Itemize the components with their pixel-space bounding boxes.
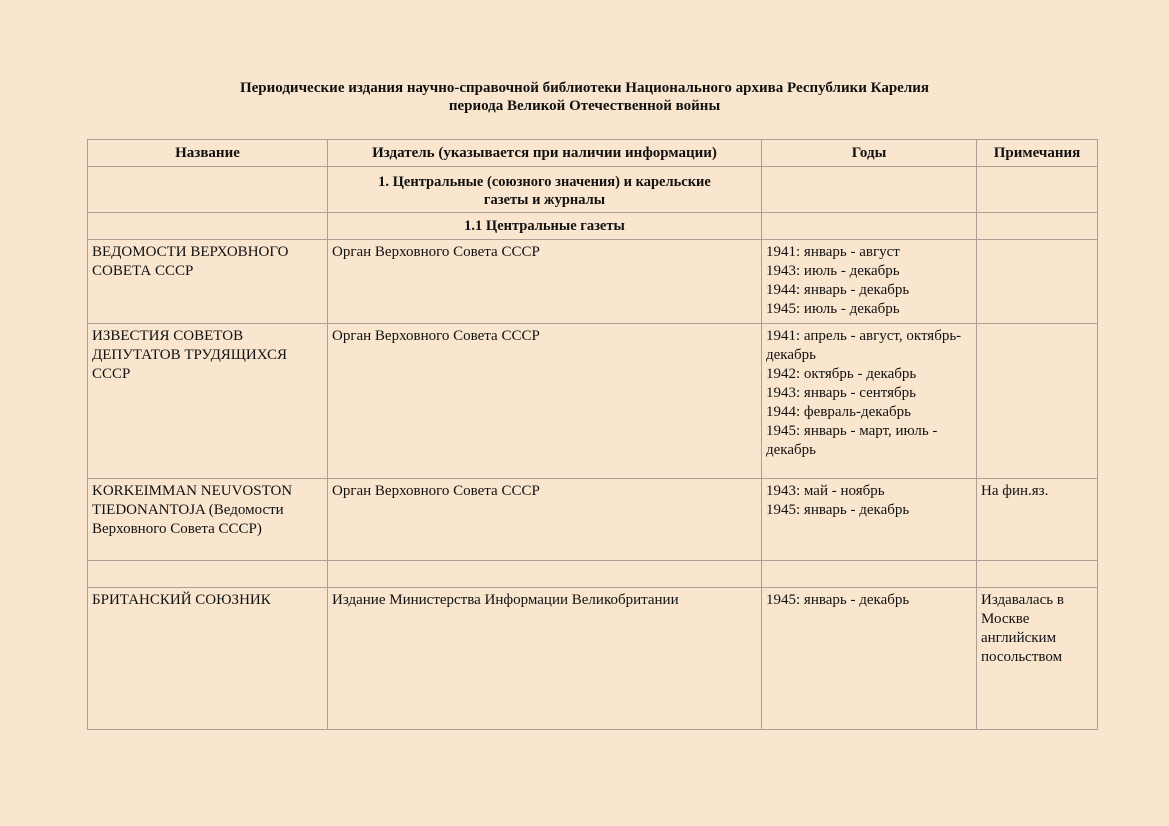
table-row bbox=[88, 479, 1098, 561]
years-line: 1943: май - ноябрь bbox=[766, 483, 885, 499]
years-line: 1941: январь - август bbox=[766, 244, 900, 260]
row-notes bbox=[977, 240, 1098, 324]
subsection-row bbox=[88, 213, 1098, 240]
table-row bbox=[88, 588, 1098, 730]
row-publisher: Издание Министерства Информации Великобритании bbox=[328, 588, 762, 730]
table-cell bbox=[977, 167, 1098, 213]
periodicals-table bbox=[87, 139, 1098, 730]
years-line: 1942: октябрь - декабрь bbox=[766, 366, 917, 382]
header-years: Годы bbox=[762, 140, 977, 167]
years-line: 1943: июль - декабрь bbox=[766, 263, 900, 279]
row-notes: Издавалась в Москве английским посольством bbox=[977, 588, 1098, 730]
title-line-1: Периодические издания научно-справочной библиотеки Национального архива Республики Карелия bbox=[239, 80, 930, 96]
table-cell bbox=[762, 167, 977, 213]
table-cell bbox=[762, 213, 977, 240]
row-publisher: Орган Верховного Совета СССР bbox=[328, 324, 762, 479]
years-line: 1944: январь - декабрь bbox=[766, 282, 910, 298]
years-line: 1945: январь - декабрь bbox=[766, 502, 910, 518]
document-title bbox=[0, 79, 1169, 115]
header-publisher: Издатель (указывается при наличии информации) bbox=[328, 140, 762, 167]
row-notes bbox=[977, 561, 1098, 588]
row-publisher bbox=[328, 561, 762, 588]
row-years bbox=[762, 240, 977, 324]
table-cell bbox=[88, 213, 328, 240]
row-name: ИЗВЕСТИЯ СОВЕТОВ ДЕПУТАТОВ ТРУДЯЩИХСЯ СССР bbox=[88, 324, 328, 479]
row-name: БРИТАНСКИЙ СОЮЗНИК bbox=[88, 588, 328, 730]
row-publisher: Орган Верховного Совета СССР bbox=[328, 479, 762, 561]
row-years bbox=[762, 479, 977, 561]
row-publisher: Орган Верховного Совета СССР bbox=[328, 240, 762, 324]
row-name: KORKEIMMAN NEUVOSTON TIEDONANTOJA (Ведомости Верховного Совета СССР) bbox=[88, 479, 328, 561]
table-row bbox=[88, 324, 1098, 479]
title-line-2: периода Великой Отечественной войны bbox=[448, 98, 721, 114]
row-years bbox=[762, 324, 977, 479]
subsection-heading: 1.1 Центральные газеты bbox=[328, 213, 762, 240]
row-name bbox=[88, 561, 328, 588]
header-name: Название bbox=[88, 140, 328, 167]
section-heading: 1. Центральные (союзного значения) и карельские газеты и журналы bbox=[328, 167, 762, 213]
row-years bbox=[762, 561, 977, 588]
table-row bbox=[88, 561, 1098, 588]
header-notes: Примечания bbox=[977, 140, 1098, 167]
row-notes bbox=[977, 324, 1098, 479]
years-line: 1943: январь - сентябрь bbox=[766, 385, 916, 401]
table-cell bbox=[977, 213, 1098, 240]
section-row bbox=[88, 167, 1098, 213]
years-line: 1945: июль - декабрь bbox=[766, 301, 900, 317]
years-line: 1941: апрель - август, октябрь-декабрь bbox=[766, 328, 962, 363]
years-line: 1945: январь - декабрь bbox=[766, 592, 910, 608]
row-name: ВЕДОМОСТИ ВЕРХОВНОГО СОВЕТА СССР bbox=[88, 240, 328, 324]
header-row bbox=[88, 140, 1098, 167]
table-row bbox=[88, 240, 1098, 324]
row-years bbox=[762, 588, 977, 730]
table-cell bbox=[88, 167, 328, 213]
years-line: 1945: январь - март, июль - декабрь bbox=[766, 423, 938, 458]
row-notes: На фин.яз. bbox=[977, 479, 1098, 561]
years-line: 1944: февраль-декабрь bbox=[766, 404, 911, 420]
